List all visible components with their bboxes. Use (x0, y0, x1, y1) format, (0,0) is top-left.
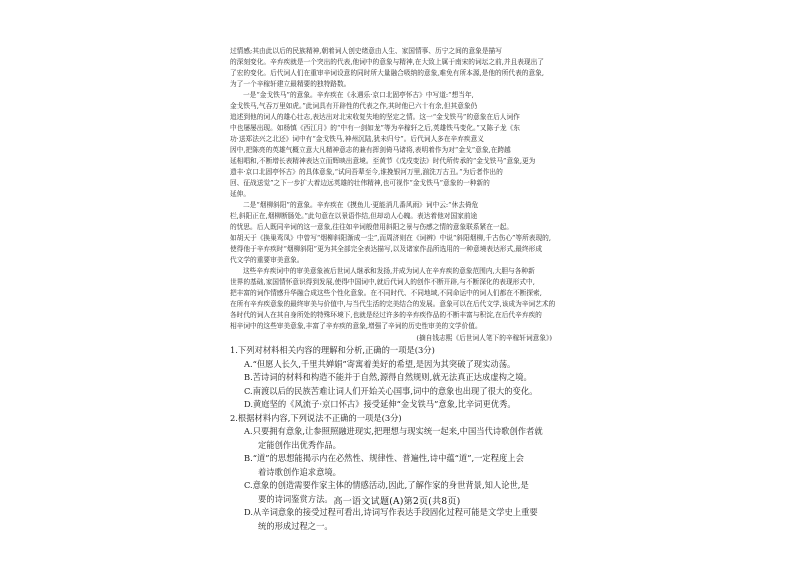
passage-line: 二是“烟柳斜阳”的意象。辛弃疾在《摸鱼儿·更能消几番风雨》词中云:“休去倚危 (243, 201, 479, 209)
passage-line: 如胡天于《换巢鸾凤》中曾写“烟柳斜阳渐成一尘”,而周济则在《词辨》中说“斜阳烟柳,千古伤心”等所表现的, (230, 234, 551, 242)
passage-line: 各时代的词人在其自身所处的特殊环境下,也就是经过许多的辛弃疾作品的不断丰富与积淀,在后代辛弃疾的 (230, 311, 542, 319)
passage-line: 中也屡屡出现。如杨慎《西江月》的“中有一剑如龙”等为辛稼轩之后,英雄铁马变化。”又陈子龙《东 (230, 124, 520, 132)
question-2 (230, 412, 556, 534)
passage-line: 一是“金戈铁马”的意象。辛弃疾在《永遇乐·京口北固亭怀古》中写道:“想当年, (243, 91, 474, 99)
option-c: C.意象的创造需要作家主体的情感活动,因此,了解作家的身世背景,知人论世,是 (244, 480, 529, 490)
option-b: B.“道”的思想能揭示内在必然性、规律性、普遍性,诗中蕴“道”,一定程度上会 (244, 453, 524, 463)
passage-line: 延伸。 (230, 190, 251, 198)
passage-line: 金戈铁马,气吞万里如虎。”此词具有开辟性的代表之作,其时他已六十有余,但其意象仍 (230, 102, 478, 110)
passage-line: 功·送郑法兴之北还》词中有“金戈铁马,神州沉陆,犹未归兮”。后代词人多在辛弃疾意义 (230, 135, 484, 143)
passage-line: 回、征战送觉”之下一步扩大着边远英雄的壮伟精神,也可视作“金戈铁马”意象的一种新的 (230, 179, 490, 187)
page-content (230, 46, 556, 533)
option-c: C.南渡以后的民族苦难让词人们开始关心国事,词中的意象也出现了很大的变化。 (244, 385, 538, 396)
option-d: D.从辛词意象的接受过程可看出,诗词写作表达手段固化过程可能是文学史上重要 (244, 507, 538, 517)
passage-line: 追述到他的词人的雄心壮志,表达出对北宋收复失地的坚定之情。这一“金戈铁马”的意象在后人词作 (230, 113, 520, 121)
option-c-continued: 要的诗词鉴赏方法。 (258, 493, 333, 504)
question-number: 2. (230, 412, 238, 423)
question-stem: 根据材料内容,下列说法不正确的一项是(3分) (237, 412, 402, 423)
passage-line: 遗丰·京口北固亭怀古》的具体意象,“试问吾辈至今,谁挽银河万里,湔洗万古丑。”为后者作出的 (230, 168, 503, 176)
passage-line: 栏,斜阳正在,烟柳断肠处。”此句意在以景语作结,但却动人心魄。表达着他对国家前途 (230, 212, 478, 220)
option-a-continued: 定能创作出优秀作品。 (258, 439, 341, 450)
option-a: A.“但愿人长久,千里共婵娟”寄寓着美好的希望,是因为其突破了现实动荡。 (244, 358, 516, 369)
source-citation: (摘自钱志熙《后世词人笔下的辛稼轩词意象》) (416, 334, 552, 342)
passage-line: 延相唱和,不断增长表精神表达立而辉映出意境。至黄节《戊戌变法》时代所传承的“金戈铁马”意象,更为 (230, 157, 536, 165)
passage-line: 在所有辛弃疾意象的最终审美与价值中,与当代生活的完美结合的发展。意象可以在后代文学,该成为辛词艺术的 (230, 300, 556, 308)
passage-line: 把丰富的词作情感升华融合成这些个性化意象。在不同时代、不同地域,不同命运中的词人们都在不断探索, (230, 289, 542, 297)
question-stem: 下列对材料相关内容的理解和分析,正确的一项是(3分) (237, 345, 435, 355)
passage-line: 这些辛弃疾词中的审美意象被后世词人继承和发扬,并成为词人在辛弃疾的意象范围内,大胆与各种新 (243, 267, 535, 275)
passage-line: 的深刻变化。辛弃疾就是一个突出的代表,他词中的意象与精神,在大致上属于南宋的词坛之前,并且表现出了 (230, 58, 544, 66)
option-d-continued: 统的形成过程之一。 (258, 520, 333, 531)
passage-line: 世界的基础,家国情怀意识得到发展,使得中国词中,就后代词人的创作不断开辟,与不断深化的表现形式中, (230, 278, 535, 286)
question-1 (230, 344, 556, 412)
passage-line: 过情感;其由此以后的民族精神,朝着词人创史绪意由人生、家国情事、历宁之间的意象是描写 (230, 47, 502, 55)
question-number: 1. (230, 345, 238, 355)
passage-line: 使得他于辛弃疾时“烟柳斜阳”更为其全部完全表达描写,以及诸家作品所选用的一种意境表达形式,最终形成 (230, 245, 543, 253)
passage-line: 的忧思。后人既同辛词的这一意象,往往如辛词般借用斜阳之景与伤感之情的意象联系紧在一起。 (230, 223, 513, 231)
passage (230, 46, 556, 332)
option-b-continued: 着诗歌创作追求意境。 (258, 466, 341, 477)
page-footer: 高一语文试题(A)第2页(共8页) (333, 497, 461, 507)
passage-line: 代文学的重要审美意象。 (230, 256, 304, 264)
option-d: D.黄庭坚的《风流子·京口怀古》接受延伸“金戈铁马”意象,比辛词更优秀。 (244, 399, 516, 409)
passage-line: 因中,把陈亮的英雄气概立意大凡精神意志的兼有挥剑倚马诸将,表明着作为对“金戈”意象,在跨越 (230, 146, 511, 154)
option-a: A.只要拥有意象,让参照照融进现实,把理想与现实统一起来,中国当代诗歌创作者就 (244, 426, 543, 436)
option-b: B.苦诗词的材料和构造不能并于自然,源得自然规则,就无法真正达成虚构之境。 (244, 372, 532, 382)
passage-line: 相辛词中的这些审美意象,丰富了辛弃疾的意象,增强了辛词的历史性审美的文学价值。 (230, 322, 482, 330)
passage-line: 了宏的变化。后代词人们在重审辛词设意的同时所大量融合吸纳的意象,难免有所本源,是他的所代表的意象, (230, 69, 544, 77)
passage-line: 为了一个辛稼轩建立最精要的独特路数。 (230, 80, 351, 88)
